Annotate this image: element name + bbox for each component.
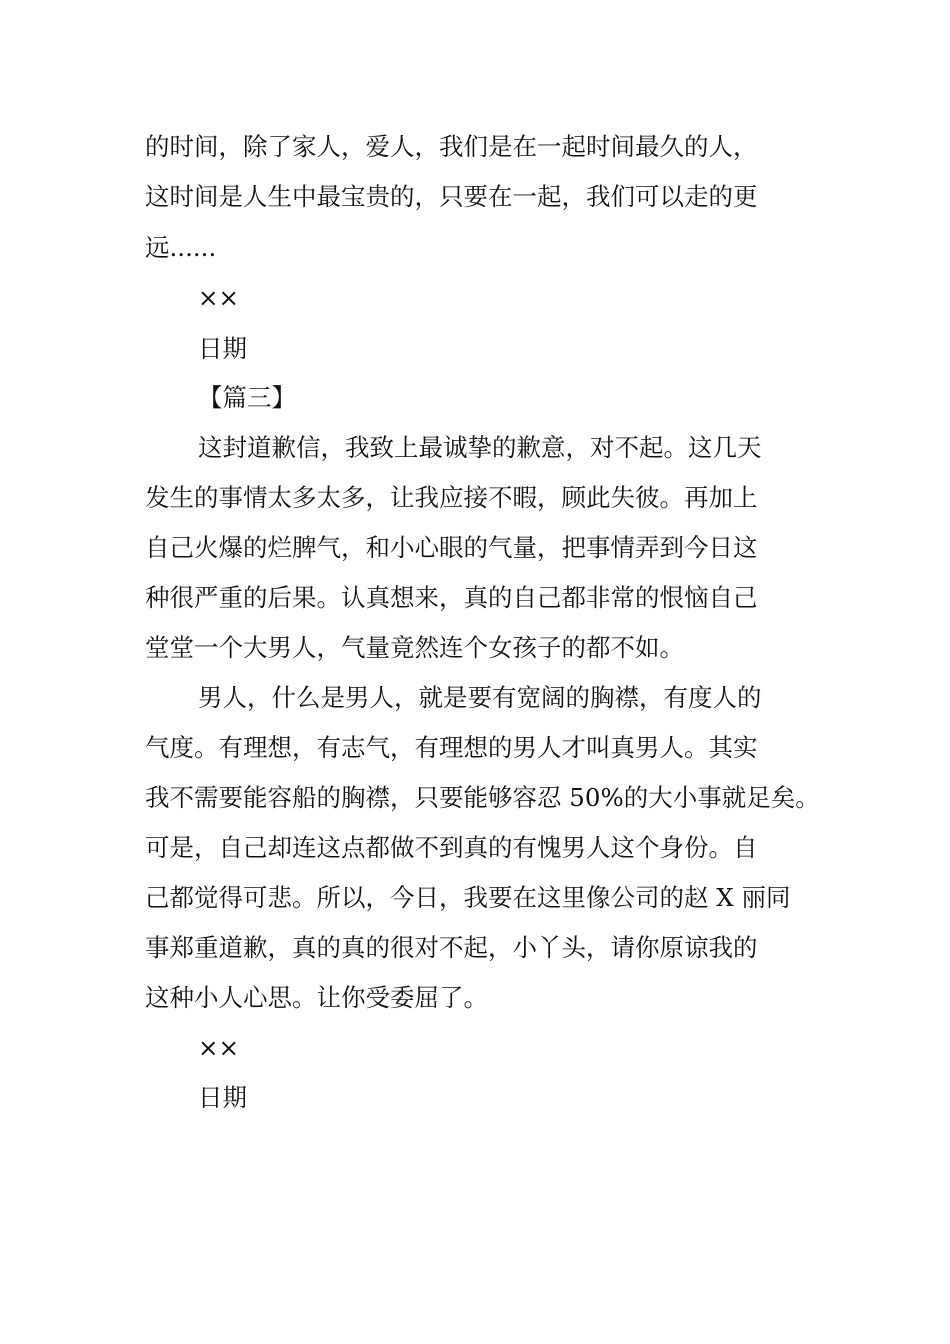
text-line: 事郑重道歉，真的真的很对不起，小丫头，请你原谅我的 <box>145 933 758 962</box>
text-line: 这种小人心思。让你受委屈了。 <box>145 983 488 1012</box>
text-line: 这封道歉信，我致上最诚挚的歉意，对不起。这几天 <box>198 433 762 462</box>
text-line: 堂堂一个大男人，气量竟然连个女孩子的都不如。 <box>145 633 684 662</box>
text-line: 自己火爆的烂脾气，和小心眼的气量，把事情弄到今日这 <box>145 533 758 562</box>
text-line: 己都觉得可悲。所以，今日，我要在这里像公司的赵 X 丽同 <box>145 883 791 912</box>
text-line: 的时间，除了家人，爱人，我们是在一起时间最久的人， <box>145 132 758 161</box>
text-line: 可是，自己却连这点都做不到真的有愧男人这个身份。自 <box>145 833 758 862</box>
text-line: 我不需要能容船的胸襟，只要能够容忍 50%的大小事就足矣。 <box>145 783 820 812</box>
date-label: 日期 <box>198 1083 247 1112</box>
text-line: 发生的事情太多太多，让我应接不暇，顾此失彼。再加上 <box>145 483 758 512</box>
date-label: 日期 <box>198 334 247 363</box>
text-line: 这时间是人生中最宝贵的，只要在一起，我们可以走的更 <box>145 182 758 211</box>
signature: ×× <box>198 283 240 312</box>
section-heading: 【篇三】 <box>198 383 296 412</box>
text-line: 远...... <box>145 233 217 262</box>
text-line: 气度。有理想，有志气，有理想的男人才叫真男人。其实 <box>145 733 758 762</box>
text-line: 种很严重的后果。认真想来，真的自己都非常的恨恼自己 <box>145 583 758 612</box>
text-line: 男人，什么是男人，就是要有宽阔的胸襟，有度人的 <box>198 683 762 712</box>
signature: ×× <box>198 1033 240 1062</box>
